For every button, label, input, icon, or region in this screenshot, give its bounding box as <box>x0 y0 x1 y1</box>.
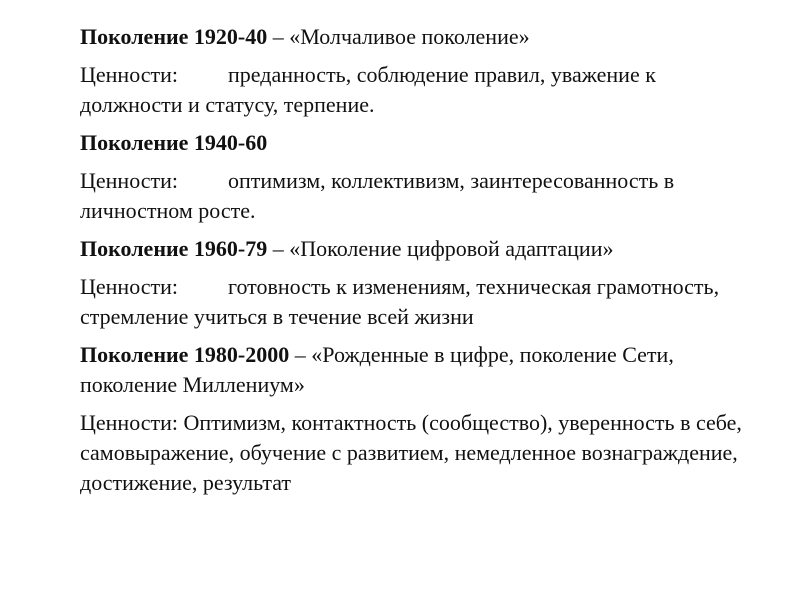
generation-values <box>80 272 760 332</box>
generation-heading <box>80 340 760 400</box>
generation-values <box>80 408 760 498</box>
values-text: Оптимизм, контактность (сообщество), уверенность в себе, самовыражение, обучение с развитием, немедленное вознаграждение, достижение, результат <box>80 410 742 495</box>
generation-heading <box>80 22 760 52</box>
generation-nickname: – «Поколение цифровой адаптации» <box>267 236 614 261</box>
values-label: Ценности: <box>80 410 179 435</box>
values-label: Ценности: <box>80 62 179 87</box>
slide-content <box>80 22 760 506</box>
generation-values <box>80 60 760 120</box>
values-text: оптимизм, коллективизм, заинтересованность в личностном росте. <box>80 168 675 223</box>
generation-nickname: – «Рожденные в цифре, поколение Сети, поколение Миллениум» <box>80 342 674 397</box>
generation-heading <box>80 234 760 264</box>
generation-years: Поколение 1980-2000 <box>80 342 290 367</box>
generation-heading <box>80 128 760 158</box>
values-text: готовность к изменениям, техническая грамотность, стремление учиться в течение всей жизни <box>80 274 720 329</box>
values-label: Ценности: <box>80 274 179 299</box>
generation-values <box>80 166 760 226</box>
generation-years: Поколение 1920-40 <box>80 24 268 49</box>
generation-years: Поколение 1940-60 <box>80 130 268 155</box>
generation-years: Поколение 1960-79 <box>80 236 268 261</box>
values-label: Ценности: <box>80 168 179 193</box>
generation-nickname: – «Молчаливое поколение» <box>267 24 530 49</box>
values-text: преданность, соблюдение правил, уважение к должности и статусу, терпение. <box>80 62 656 117</box>
